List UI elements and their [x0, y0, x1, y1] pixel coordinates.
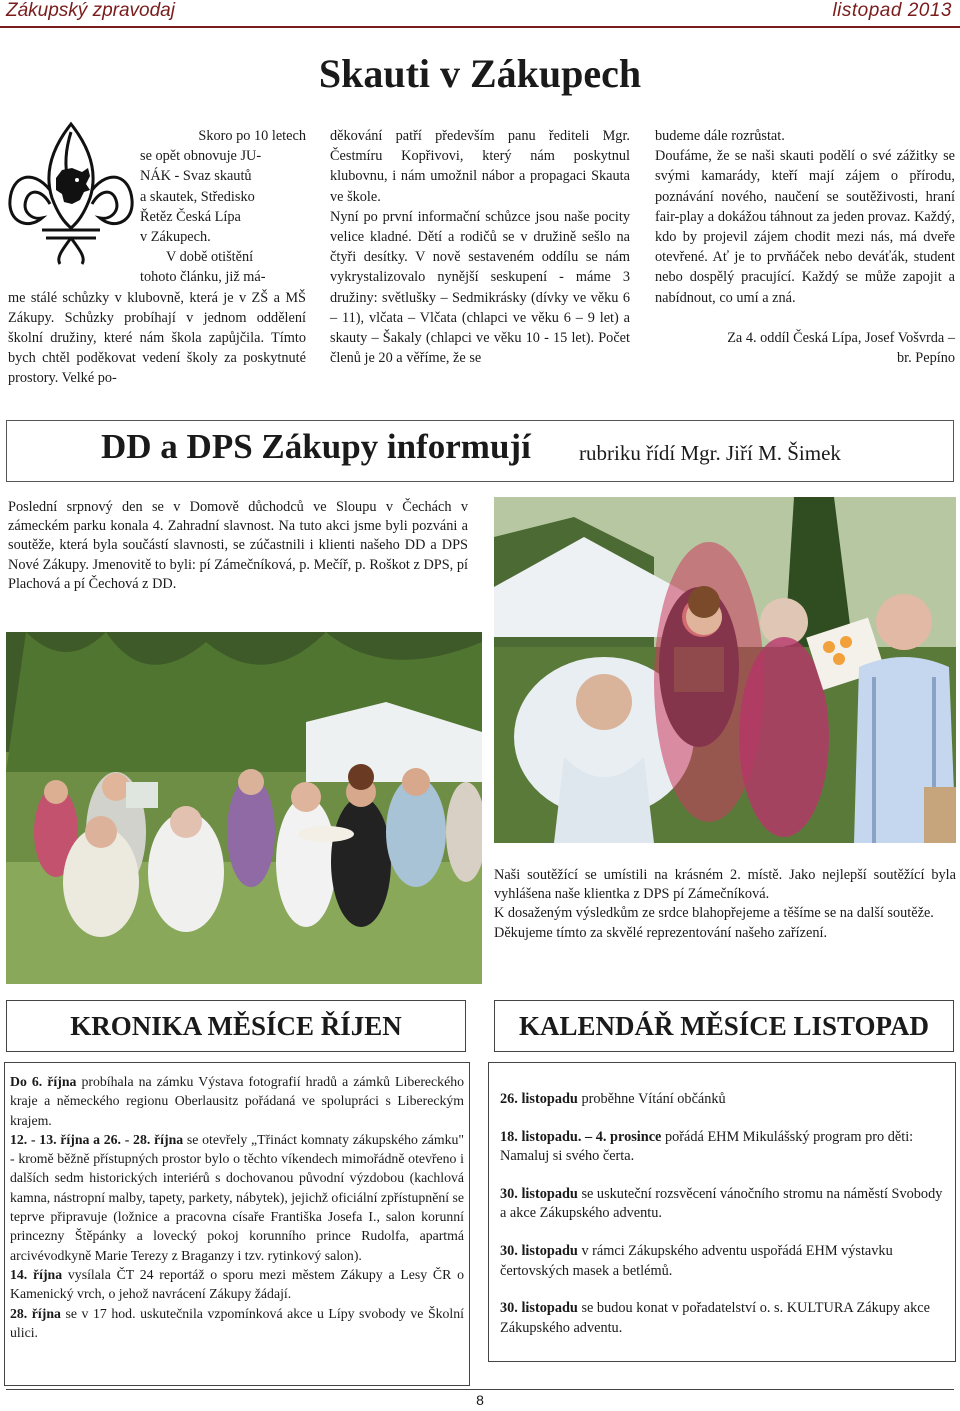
- section-title: DD a DPS Zákupy informují: [101, 427, 531, 466]
- kalendar-entry: [500, 1128, 946, 1167]
- kronika-list: [10, 1072, 464, 1342]
- entry-date: 30. listopadu: [500, 1300, 578, 1317]
- entry-date: Do 6. října: [10, 1074, 77, 1089]
- text-line: v Zákupech.: [140, 229, 211, 246]
- paragraph: budeme dále rozrůstat.: [655, 128, 785, 144]
- entry-text: se otevřely „Třináct komnaty zákupského zámku" - kromě běžně přístupných prostor bylo o těchto víkendech mimořádně otevřeno i dalších sedm historických interiérů s dochovanou původní výzdobou (kachlová kamna, nástropní malby, tapety, parkety, nábytek), jejichž oficiální zpřístupnění se teprve připravuje (ložnice a pracovna císaře Františka Josefa I., salon korunní princezny Štěpánky a lovecký pokoj korunního prince Rudolfa, apartmá arcivévodkyně Marie Terezy z Braganzy i tzv. rytinkový salon).: [10, 1131, 465, 1263]
- text-line: a skautek, Středisko: [140, 188, 255, 205]
- kalendar-entry: [500, 1090, 946, 1110]
- paragraph: me stálé schůzky v klubovně, která je v ZŠ a MŠ Zákupy. Schůzky probíhají v jednom oddělení školní družiny, které nám škola zapůjčila. Tímto bych chtěl poděkovat vedení školy za poskytnuté prostory. Velké po-: [8, 289, 306, 387]
- text-line: tohoto článku, již má-: [140, 269, 266, 286]
- kronika-entry: [10, 1304, 464, 1343]
- kalendar-entry: [500, 1242, 946, 1281]
- entry-date: 12. - 13. října a 26. - 28. října: [10, 1131, 184, 1147]
- section-title-kronika: KRONIKA MĚSÍCE ŘÍJEN: [6, 1000, 466, 1052]
- section-title-kalendar: KALENDÁŘ MĚSÍCE LISTOPAD: [494, 1000, 954, 1052]
- issue-date: listopad 2013: [832, 0, 952, 21]
- article-title-scouts: Skauti v Zákupech: [318, 51, 642, 96]
- paragraph: K dosaženým výsledkům ze srdce blahopřejeme a těšíme se na další soutěže.: [494, 905, 934, 922]
- kalendar-entry: [500, 1299, 946, 1338]
- photo-contest-winners: [494, 497, 956, 843]
- entry-text: se uskuteční rozsvěcení vánočního stromu na náměstí Svobody a akce Zákupského adventu.: [500, 1185, 943, 1222]
- article1-column-3: [655, 126, 955, 368]
- article2-results: [494, 866, 956, 943]
- entry-date: 30. listopadu: [500, 1242, 578, 1259]
- paragraph: Nyní po první informační schůzce jsou naše pocity velice kladné. Dětí a rodičů se v družině sešlo na čtyři desítky. V nově sestaveném oddílu se nám vykrystalizovalo nynější seskupení - máme 3 družiny: světlušky – Sedmikrásky (dívky ve věku 6 – 11), vlčata – Vlčata (chlapci ve věku 6 – 9 let) a skauty – Šakaly (chlapci ve věku 10 - 15 let). Počet členů je 20 a věříme, že se: [330, 208, 630, 367]
- entry-text: se v 17 hod. uskutečnila vzpomínková akce u Lípy svobody ve Školní ulici.: [10, 1305, 464, 1340]
- paragraph: Děkujeme tímto za skvělé reprezentování našeho zařízení.: [494, 924, 828, 941]
- paragraph: děkování patří především panu řediteli Mgr. Čestmíru Kopřivovi, který nám poskytnul klubovnu, i nám umožnil nábor a propagaci Skauta ve škole.: [330, 128, 630, 205]
- header-rule: [0, 26, 960, 28]
- paragraph: Naši soutěžící se umístili na krásném 2. místě. Jako nejlepší soutěžící byla vyhlášena naše klientka z DPS pí Zámečníková.: [494, 867, 956, 903]
- paragraph: Doufáme, že se naši skauti podělí o své zážitky se svými kamarády, kteří mají zájem o přírodu, poznávání nového, naučení se soutěživosti, hraní fair-play a dokážou táhnout za jeden provaz. Každý, kdo by projevil zájem chodit mezi nás, má dveře otevřené. Ať je to prvňáček nebo deváťák, student nebo dospělý pracující. Každý se může zapojit a nabídnout, co umí a zná.: [655, 148, 955, 306]
- kalendar-list: [500, 1090, 946, 1356]
- text-line: Skoro po 10 letech: [198, 128, 306, 144]
- entry-text: se budou konat v pořadatelství o. s. KULTURA Zákupy akce Zákupského adventu.: [500, 1300, 930, 1336]
- footer-rule: [6, 1389, 954, 1390]
- signature: br. Pepíno: [897, 350, 955, 367]
- article2-intro: [8, 498, 468, 594]
- entry-text: pořádá EHM Mikulášský program pro děti: Namaluj si svého čerta.: [500, 1128, 914, 1165]
- publication-name: Zákupský zpravodaj: [6, 0, 175, 21]
- text-line: Řetěz Česká Lípa: [140, 208, 241, 225]
- kronika-entry: [10, 1072, 464, 1130]
- entry-date: 18. listopadu. – 4. prosince: [500, 1128, 662, 1145]
- section-editor: rubriku řídí Mgr. Jiří M. Šimek: [579, 441, 841, 465]
- entry-text: v rámci Zákupského adventu uspořádá EHM výstavku čertovských masek a betlémů.: [500, 1242, 893, 1279]
- text-line: V době otištění: [166, 249, 254, 266]
- section-header-dd-dps: [6, 420, 954, 482]
- kalendar-entry: [500, 1185, 946, 1224]
- entry-date: 28. října: [10, 1305, 61, 1321]
- photo-group-garden-party: [6, 632, 482, 984]
- article1-column-2: [330, 126, 630, 368]
- entry-text: proběhne Vítání občánků: [577, 1091, 726, 1107]
- article1-column-1: [8, 126, 306, 389]
- paragraph: Poslední srpnový den se v Domově důchodců ve Sloupu v Čechách v zámeckém parku konala 4. Zahradní slavnost. Na tuto akci jsme byli pozváni a soutěže, která byla součástí slavnosti, se zúčastnili i klienti našeho DD a DPS Nové Zákupy. Jmenovitě to byli: pí Zámečníková, p. Mečíř, p. Roškot z DPS, pí Plachová a pí Čechová z DD.: [8, 499, 468, 592]
- text-line: se opět obnovuje JU-: [140, 148, 262, 165]
- entry-text: vysílala ČT 24 reportáž o sporu mezi městem Zákupy a Lesy ČR o Kamenický vrch, o jehož navrácení Zákupy žádají.: [10, 1266, 464, 1302]
- signature: Za 4. oddíl Česká Lípa, Josef Vošvrda –: [727, 329, 955, 346]
- entry-date: 30. listopadu: [500, 1185, 578, 1202]
- page-number: 8: [476, 1392, 484, 1408]
- entry-text: probíhala na zámku Výstava fotografií hradů a zámků Libereckého kraje a německého regionu Oberlausitz pořádaná ve spolupráci s Libereckým krajem.: [10, 1074, 465, 1128]
- kronika-entry: [10, 1130, 464, 1265]
- kronika-entry: [10, 1265, 464, 1304]
- entry-date: 14. října: [10, 1266, 63, 1282]
- text-line: NÁK - Svaz skautů: [140, 168, 252, 185]
- entry-date: 26. listopadu: [500, 1091, 578, 1107]
